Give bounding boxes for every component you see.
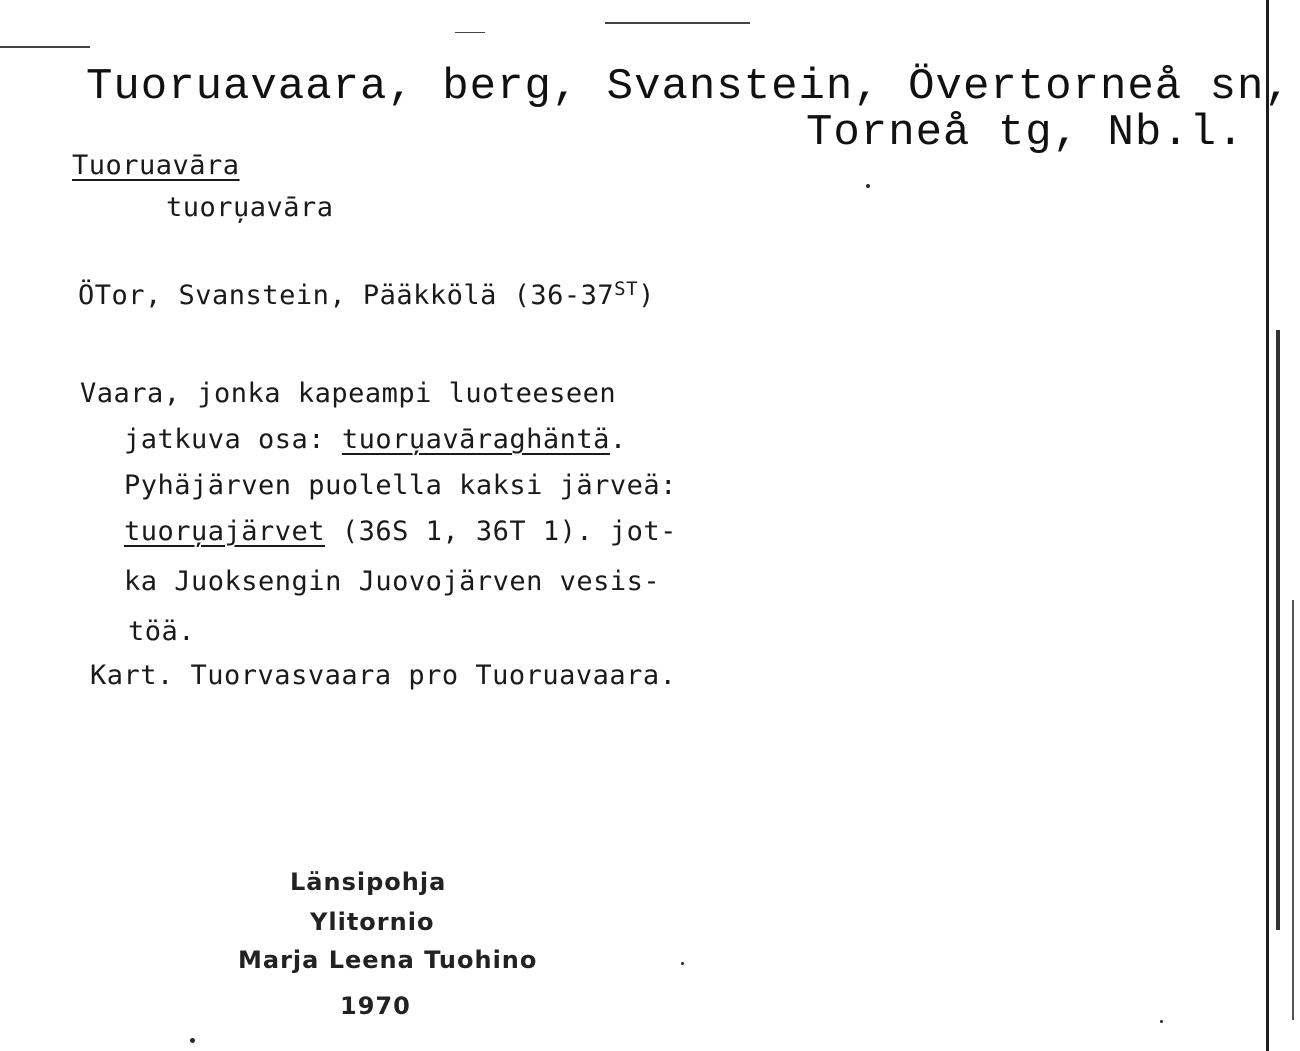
right-card-edge	[1266, 0, 1269, 1051]
description-line-6: töä.	[128, 616, 196, 647]
stamp-parish: Ylitornio	[310, 908, 435, 936]
name-form: Tuoruavāra	[72, 150, 240, 181]
description-line-4-text: (36S 1, 36T 1). jot-	[325, 516, 677, 547]
map-note: Kart. Tuorvasvaara pro Tuoruavaara.	[90, 660, 677, 691]
card-heading-line1: Tuoruavaara, berg, Svanstein, Övertorneå sn,	[86, 62, 1292, 112]
description-line-5: ka Juoksengin Juovojärven vesis-	[124, 566, 661, 597]
description-line-4	[124, 516, 677, 547]
location-text: ÖTor, Svanstein, Pääkkölä (36-37	[78, 280, 615, 311]
speck	[1160, 1020, 1163, 1023]
stamp-region: Länsipohja	[290, 868, 447, 896]
right-card-shadow	[1276, 330, 1280, 930]
speck	[866, 184, 870, 188]
scan-mark-top-left	[0, 46, 90, 48]
pronunciation: tuoru̦avāra	[166, 192, 334, 223]
speck	[681, 962, 684, 965]
location-close: )	[638, 280, 655, 311]
scan-mark-top-center	[605, 22, 750, 24]
stamp-collector: Marja Leena Tuohino	[238, 946, 538, 974]
description-line-2-text: jatkuva osa:	[124, 424, 342, 455]
description-line-3: Pyhäjärven puolella kaksi järveä:	[124, 470, 677, 501]
speck	[190, 1038, 195, 1043]
location-superscript: ST	[614, 278, 639, 300]
card-heading-line2: Torneå tg, Nb.l.	[806, 108, 1245, 158]
description-line-1: Vaara, jonka kapeampi luoteeseen	[80, 378, 617, 409]
scan-mark-top-center-small	[455, 32, 485, 33]
description-line-2	[124, 424, 627, 455]
stamp-year: 1970	[340, 992, 411, 1020]
term-tuoruajarvet: tuoru̦ajärvet	[124, 516, 326, 547]
term-tuoruavaraghanta: tuoru̦avāraghäntä	[341, 424, 610, 455]
location-line	[78, 278, 655, 311]
description-line-2-end: .	[609, 424, 627, 455]
right-card-edge-lower	[1292, 600, 1294, 1020]
